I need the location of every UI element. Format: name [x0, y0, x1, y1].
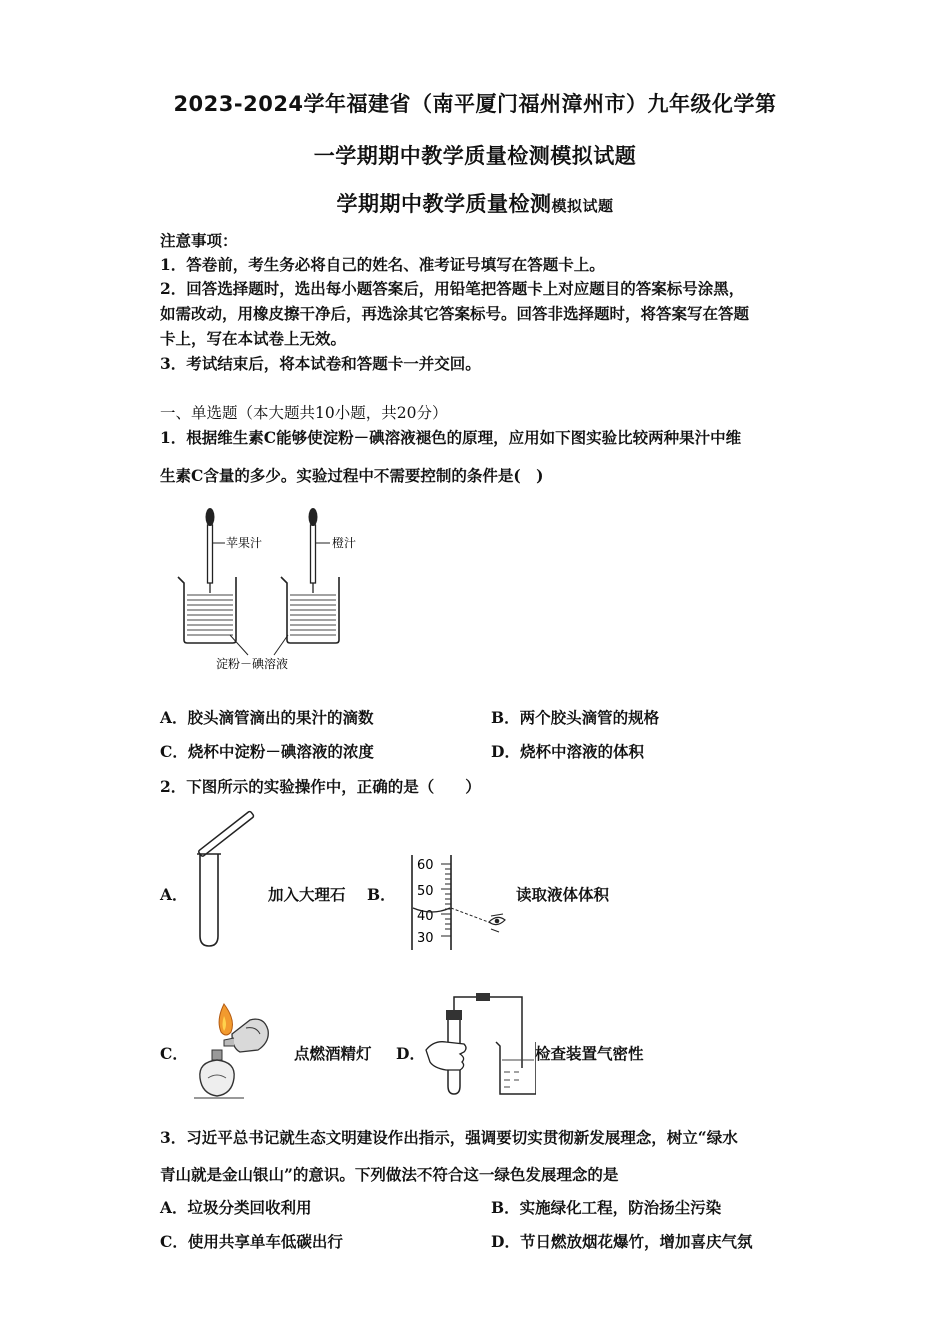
q3-stem-line1: 3．习近平总书记就生态文明建设作出指示，强调要切实贯彻新发展理念，树立“绿水: [160, 1128, 738, 1147]
scale-60: 60: [417, 858, 434, 873]
q2-a-figure-test-tube: [188, 808, 268, 950]
label-apple-juice: 苹果汁: [226, 536, 263, 550]
notes-heading: 注意事项：: [160, 231, 238, 250]
q1-option-d[interactable]: D．烧杯中溶液的体积: [491, 742, 644, 761]
flame-icon: [219, 1004, 232, 1035]
notes-item-2-cont2: 卡上，写在本试卷上无效。: [160, 329, 347, 348]
q2-option-a-letter[interactable]: A．: [160, 885, 188, 904]
notes-item-2-cont: 如需改动，用橡皮擦干净后，再选涂其它答案标号。回答非选择题时，将答案写在答题: [160, 304, 750, 323]
q2-d-figure-airtightness: [420, 990, 536, 1102]
exam-title-line3: [0, 188, 950, 218]
q3-stem-line2: 青山就是金山银山”的意识。下列做法不符合这一绿色发展理念的是: [160, 1165, 619, 1184]
lamp-on-table: [194, 1050, 244, 1098]
q2-option-b-letter[interactable]: B．: [367, 885, 396, 904]
eye-icon: [489, 914, 505, 932]
section-heading: 一、单选题（本大题共10小题，共20分）: [160, 404, 448, 422]
dropper-right: [309, 508, 318, 593]
q2-option-d-letter[interactable]: D．: [396, 1044, 425, 1063]
title-line3-main: 学期期中教学质量检测: [336, 192, 552, 216]
title-line3-small: 模拟试题: [551, 197, 614, 215]
q2-option-c-label: 点燃酒精灯: [294, 1044, 372, 1063]
q2-c-figure-alcohol-lamp: [188, 998, 288, 1108]
notes-item-2: 2．回答选择题时，选出每小题答案后，用铅笔把答题卡上对应题目的答案标号涂黑，: [160, 279, 745, 298]
q3-option-d[interactable]: D．节日燃放烟花爆竹，增加喜庆气氛: [491, 1232, 753, 1251]
exam-title-line1: 2023-2024学年福建省（南平厦门福州漳州市）九年级化学第: [173, 92, 777, 116]
q1-option-a[interactable]: A．胶头滴管滴出的果汁的滴数: [160, 708, 374, 727]
q2-option-c-letter[interactable]: C．: [160, 1044, 188, 1063]
label-orange-juice: 橙汁: [332, 536, 357, 550]
q1-option-c[interactable]: C．烧杯中淀粉－碘溶液的浓度: [160, 742, 374, 761]
q2-option-a-label: 加入大理石: [268, 885, 346, 904]
q3-option-b[interactable]: B．实施绿化工程，防治扬尘污染: [491, 1198, 722, 1217]
beaker-left: [178, 577, 236, 643]
dropper-left: [206, 508, 215, 593]
q2-option-d-label: 检查装置气密性: [535, 1044, 644, 1063]
scale-30: 30: [417, 931, 434, 946]
notes-item-1: 1．答卷前，考生务必将自己的姓名、准考证号填写在答题卡上。: [160, 255, 605, 274]
exam-title-line2: 一学期期中教学质量检测模拟试题: [313, 144, 637, 168]
q1-stem-line1: 1．根据维生素C能够使淀粉－碘溶液褪色的原理，应用如下图实验比较两种果汁中维: [160, 428, 742, 447]
beaker-right: [281, 577, 339, 643]
q2-option-b-label: 读取液体体积: [516, 885, 610, 904]
hand-icon: [426, 1042, 466, 1070]
q1-figure: [170, 505, 370, 675]
scale-50: 50: [417, 884, 434, 899]
q3-option-c[interactable]: C．使用共享单车低碳出行: [160, 1232, 343, 1251]
q2-b-figure-cylinder: [405, 850, 515, 955]
notes-item-3: 3．考试结束后，将本试卷和答题卡一并交回。: [160, 354, 481, 373]
q1-option-b[interactable]: B．两个胶头滴管的规格: [491, 708, 660, 727]
label-starch-iodine: 淀粉－碘溶液: [216, 657, 289, 671]
q3-option-a[interactable]: A．垃圾分类回收利用: [160, 1198, 312, 1217]
q2-stem: 2．下图所示的实验操作中，正确的是（ ）: [160, 777, 481, 796]
scale-40: 40: [417, 909, 434, 924]
q1-stem-line2: 生素C含量的多少。实验过程中不需要控制的条件是( ): [160, 466, 544, 485]
